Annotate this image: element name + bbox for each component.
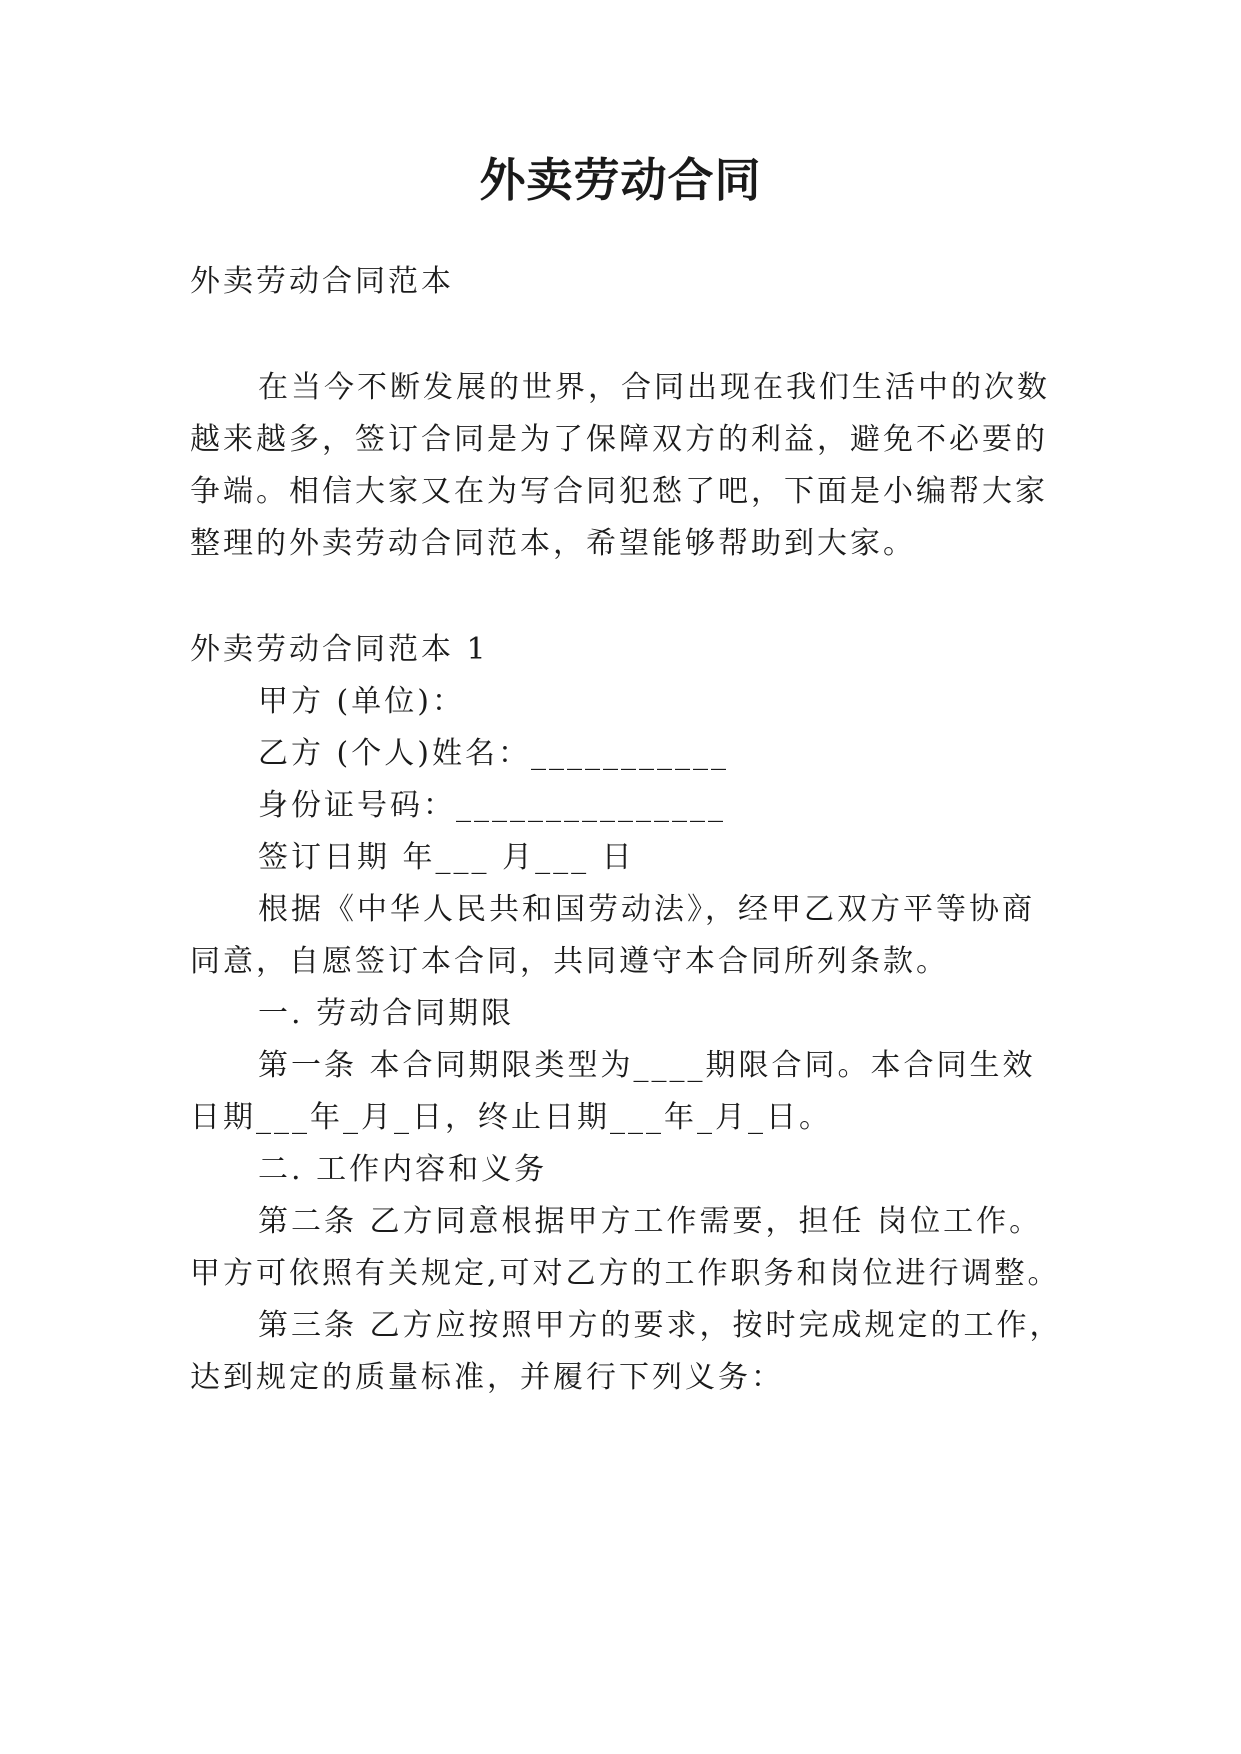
- article2-line-1: 第二条 乙方同意根据甲方工作需要，担任 岗位工作。: [258, 1204, 1043, 1239]
- basis-line-2: 同意，自愿签订本合同，共同遵守本合同所列条款。: [190, 944, 949, 979]
- document-subtitle: 外卖劳动合同范本: [190, 264, 454, 299]
- section1-heading: 一. 劳动合同期限: [258, 996, 515, 1031]
- party-a-line: 甲方 (单位)：: [258, 684, 465, 719]
- intro-line-1: 在当今不断发展的世界，合同出现在我们生活中的次数: [258, 370, 1050, 405]
- document-title: 外卖劳动合同: [479, 153, 762, 207]
- id-number-line: 身份证号码：_______________: [258, 788, 726, 823]
- section2-heading: 二. 工作内容和义务: [258, 1152, 548, 1187]
- party-b-line: 乙方 (个人)姓名：___________: [258, 736, 729, 771]
- intro-line-4: 整理的外卖劳动合同范本，希望能够帮助到大家。: [190, 526, 916, 561]
- intro-line-3: 争端。相信大家又在为写合同犯愁了吧，下面是小编帮大家: [190, 474, 1048, 509]
- article3-line-1: 第三条 乙方应按照甲方的要求，按时完成规定的工作，: [258, 1308, 1063, 1343]
- article3-line-2: 达到规定的质量标准，并履行下列义务：: [190, 1360, 784, 1395]
- intro-line-2: 越来越多，签订合同是为了保障双方的利益，避免不必要的: [190, 422, 1048, 457]
- sample-heading: 外卖劳动合同范本 1: [190, 632, 489, 667]
- article1-line-2: 日期___年_月_日，终止日期___年_月_日。: [190, 1100, 832, 1135]
- article2-line-2: 甲方可依照有关规定,可对乙方的工作职务和岗位进行调整。: [190, 1256, 1061, 1291]
- article1-line-1: 第一条 本合同期限类型为____期限合同。本合同生效: [258, 1048, 1036, 1083]
- basis-line-1: 根据《中华人民共和国劳动法》，经甲乙双方平等协商: [258, 892, 1035, 927]
- sign-date-line: 签订日期 年___ 月___ 日: [258, 840, 635, 875]
